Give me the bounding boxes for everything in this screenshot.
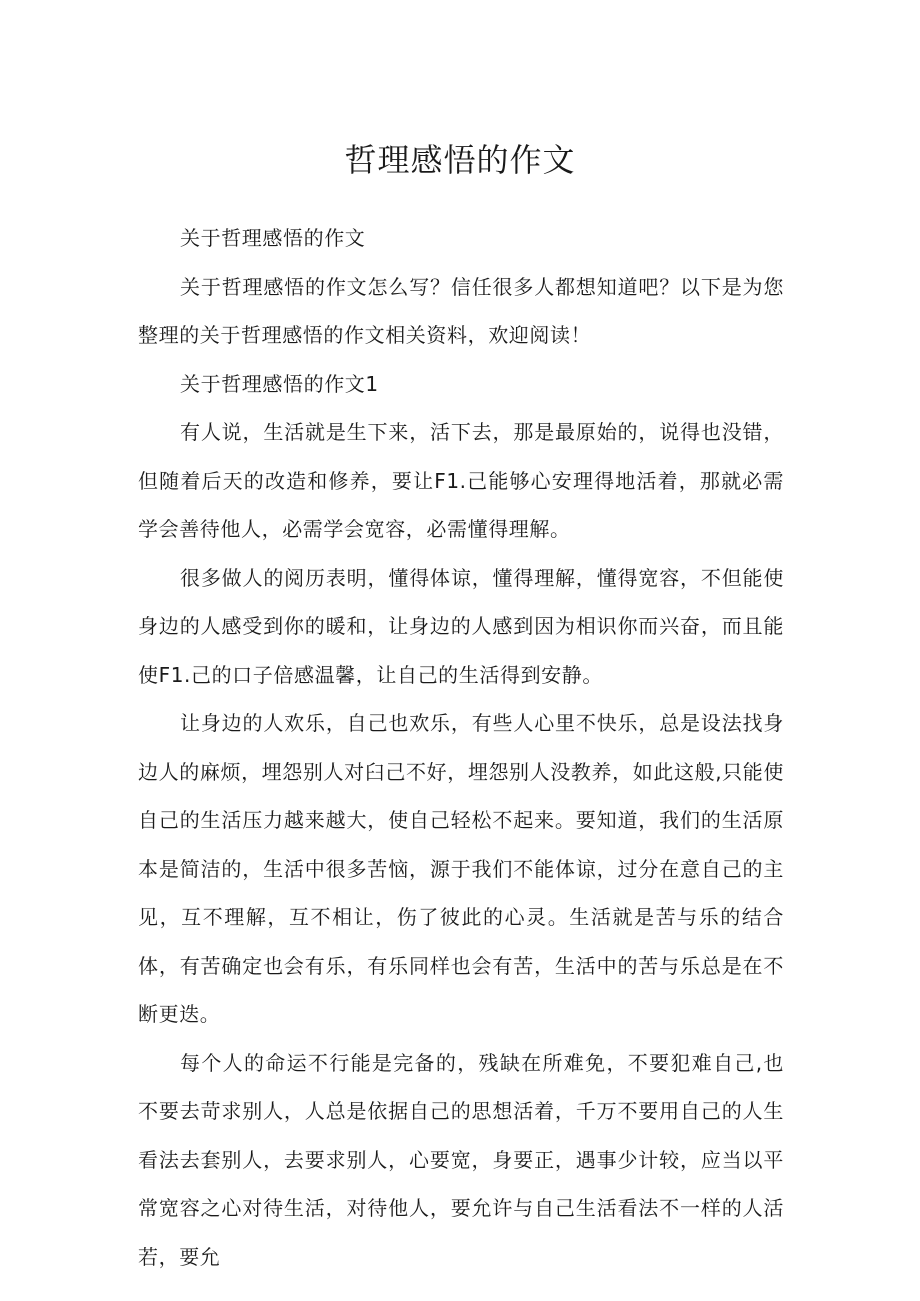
paragraph-section-heading: 关于哲理感悟的作文1 — [180, 371, 379, 396]
paragraph-body: 每个人的命运不行能是完备的，残缺在所难免，不要犯难自己,也不要去苛求别人，人总是依据自己的思想活着，千万不要用自己的人生看法去套别人，去要求别人，心要宽，身要正，遇事少计较，应当以平常宽容之心对待生活，对待他人，要允许与自己生活看法不一样的人活若，要允 — [138, 1050, 784, 1269]
paragraph-body: 有人说，生活就是生下来，活下去，那是最原始的，说得也没错，但随着后天的改造和修养，要让F1.己能够心安理得地活着，那就必需学会善待他人，必需学会宽容，必需懂得理解。 — [138, 420, 784, 541]
paragraph-body: 很多做人的阅历表明，懂得体谅，懂得理解，懂得宽容，不但能使身边的人感受到你的暖和，让身边的人感到因为相识你而兴奋，而且能使F1.己的口子倍感温馨，让自己的生活得到安静。 — [138, 565, 784, 687]
document-body — [138, 214, 784, 1281]
paragraph-body: 让身边的人欢乐，自己也欢乐，有些人心里不快乐，总是设法找身边人的麻烦，埋怨别人对臼己不好，埋怨别人没教养，如此这般,只能使自己的生活压力越来越大，使自己轻松不起来。要知道，我们的生活原本是简洁的，生活中很多苦恼，源于我们不能体谅，过分在意自己的主见，互不理解，互不相让，伤了彼此的心灵。生活就是苦与乐的结合体，有苦确定也会有乐，有乐同样也会有苦，生活中的苦与乐总是在不断更迭。 — [138, 711, 784, 1026]
paragraph-intro: 关于哲理感悟的作文怎么写？信任很多人都想知道吧？以下是为您整理的关于哲理感悟的作文相关资料，欢迎阅读！ — [138, 274, 784, 347]
document-title: 哲理感悟的作文 — [344, 141, 576, 179]
paragraph-subtitle: 关于哲理感悟的作文 — [180, 226, 366, 250]
